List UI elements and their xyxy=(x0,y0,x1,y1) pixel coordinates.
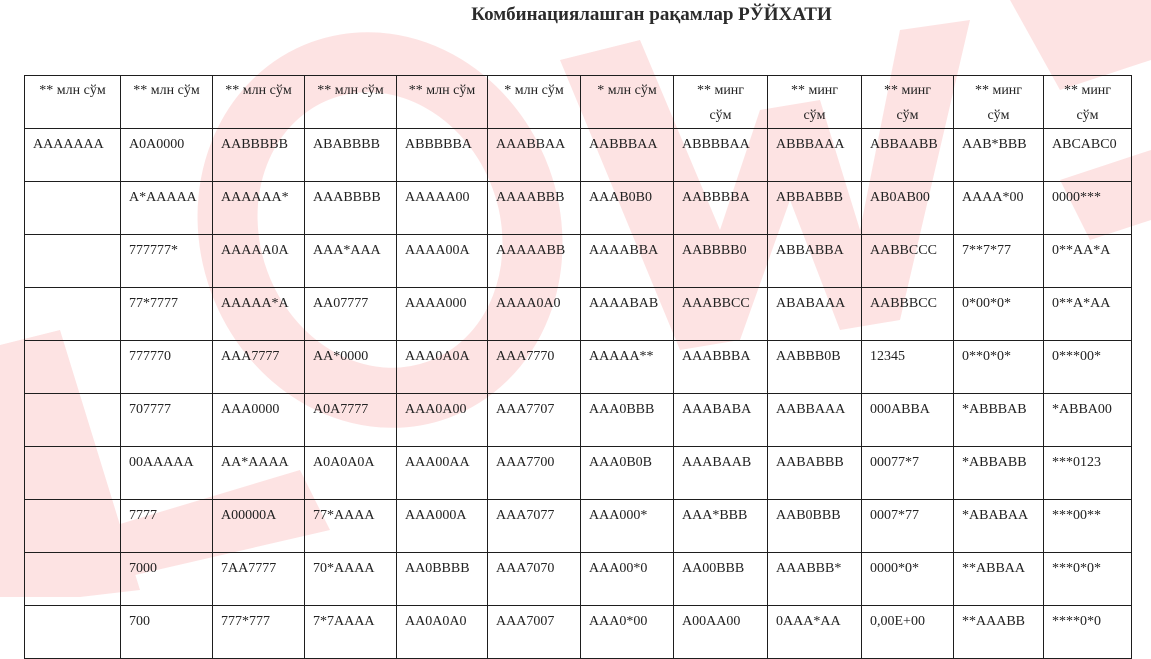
column-header-line: ** млн сўм xyxy=(39,83,106,98)
column-header-line: ** млн сўм xyxy=(133,83,200,98)
table-cell: ABABAAA xyxy=(768,288,862,341)
table-cell: AAABBB* xyxy=(768,553,862,606)
table-cell: AA07777 xyxy=(305,288,397,341)
table-cell: AAAA*00 xyxy=(954,182,1044,235)
table-cell: 777*777 xyxy=(213,606,305,659)
table-cell: A0A7777 xyxy=(305,394,397,447)
table-cell: 00AAAAA xyxy=(121,447,213,500)
table-row xyxy=(25,235,1132,288)
column-header-line: сўм xyxy=(896,108,919,123)
table-cell: AAA000* xyxy=(581,500,674,553)
table-cell xyxy=(25,553,121,606)
table-cell xyxy=(25,235,121,288)
table-cell xyxy=(25,500,121,553)
table-row xyxy=(25,500,1132,553)
table-cell: ABBABBA xyxy=(768,235,862,288)
table-cell: ABBAABB xyxy=(862,129,954,182)
table-cell: AAAA00A xyxy=(397,235,488,288)
table-cell: A0A0A0A xyxy=(305,447,397,500)
table-cell: AAA7700 xyxy=(488,447,581,500)
column-header xyxy=(397,76,488,129)
table-cell: ABABBBB xyxy=(305,129,397,182)
table-cell: AA00BBB xyxy=(674,553,768,606)
table-cell: 0*00*0* xyxy=(954,288,1044,341)
table-cell: 0AAA*AA xyxy=(768,606,862,659)
table-cell: A00000A xyxy=(213,500,305,553)
table-cell: AA*0000 xyxy=(305,341,397,394)
table-cell: AAAA0A0 xyxy=(488,288,581,341)
table-cell: 0007*77 xyxy=(862,500,954,553)
column-header xyxy=(862,76,954,129)
table-cell xyxy=(25,394,121,447)
table-cell: AAA7070 xyxy=(488,553,581,606)
table-cell: AABBCCC xyxy=(862,235,954,288)
table-cell: 777777* xyxy=(121,235,213,288)
table-cell: AAAAA** xyxy=(581,341,674,394)
table-cell: 707777 xyxy=(121,394,213,447)
table-cell: ABBABBB xyxy=(768,182,862,235)
table-cell: AAA*AAA xyxy=(305,235,397,288)
table-cell: AAA0*00 xyxy=(581,606,674,659)
table-cell: AAAABBB xyxy=(488,182,581,235)
table-cell: *ABBA00 xyxy=(1044,394,1132,447)
table-cell: AAABBCC xyxy=(674,288,768,341)
table-cell: *ABBABB xyxy=(954,447,1044,500)
table-cell: 7*7AAAA xyxy=(305,606,397,659)
column-header xyxy=(121,76,213,129)
table-cell: ***0123 xyxy=(1044,447,1132,500)
header-row xyxy=(25,76,1132,129)
column-header-line: ** минг xyxy=(790,83,839,98)
page-title: Комбинациялашган рақамлар РЎЙХАТИ xyxy=(471,4,832,25)
table-cell: A0A0000 xyxy=(121,129,213,182)
table-cell: 70*AAAA xyxy=(305,553,397,606)
table-cell: ***0*0* xyxy=(1044,553,1132,606)
table-cell: AAABAAB xyxy=(674,447,768,500)
table-cell: **ABBAA xyxy=(954,553,1044,606)
table-cell: AAAAA00 xyxy=(397,182,488,235)
column-header-line: * млн сўм xyxy=(597,83,657,98)
table-cell: ABBBBAA xyxy=(674,129,768,182)
column-header-line: * млн сўм xyxy=(504,83,564,98)
column-header-line: ** минг xyxy=(883,83,932,98)
table-cell: AAA0A00 xyxy=(397,394,488,447)
column-header-line: ** млн сўм xyxy=(225,83,292,98)
table-cell: AAABABA xyxy=(674,394,768,447)
table-cell: 00077*7 xyxy=(862,447,954,500)
table-row xyxy=(25,341,1132,394)
table-cell: AA0A0A0 xyxy=(397,606,488,659)
table-cell: AA0BBBB xyxy=(397,553,488,606)
table-header xyxy=(25,76,1132,129)
table-cell: ****0*0 xyxy=(1044,606,1132,659)
table-cell: ABBBBBA xyxy=(397,129,488,182)
table-row xyxy=(25,606,1132,659)
column-header xyxy=(1044,76,1132,129)
table-row xyxy=(25,394,1132,447)
table-body xyxy=(25,129,1132,659)
table-cell: 12345 xyxy=(862,341,954,394)
table-cell xyxy=(25,447,121,500)
column-header-line: ** минг xyxy=(1063,83,1112,98)
table-cell: AAA0A0A xyxy=(397,341,488,394)
table-cell: AABBB0B xyxy=(768,341,862,394)
column-header xyxy=(25,76,121,129)
table-cell: AAABBAA xyxy=(488,129,581,182)
table-cell: 7777 xyxy=(121,500,213,553)
table-cell: A*AAAAA xyxy=(121,182,213,235)
table-row xyxy=(25,129,1132,182)
column-header xyxy=(213,76,305,129)
table-cell: AAAAAAA xyxy=(25,129,121,182)
table-cell: 0,00E+00 xyxy=(862,606,954,659)
table-cell xyxy=(25,606,121,659)
table-cell: AAA7777 xyxy=(213,341,305,394)
table-cell: 7AA7777 xyxy=(213,553,305,606)
table-cell: *ABBBAB xyxy=(954,394,1044,447)
table-cell: AABBAAA xyxy=(768,394,862,447)
table-cell: AAA0B0B xyxy=(581,447,674,500)
table-cell: AABABBB xyxy=(768,447,862,500)
table-row xyxy=(25,288,1132,341)
table-cell: AAAABBA xyxy=(581,235,674,288)
column-header xyxy=(581,76,674,129)
table-cell: 7**7*77 xyxy=(954,235,1044,288)
column-header xyxy=(305,76,397,129)
column-header-line: сўм xyxy=(987,108,1010,123)
table-cell: 0**0*0* xyxy=(954,341,1044,394)
table-cell: AAA7770 xyxy=(488,341,581,394)
table-cell: 77*7777 xyxy=(121,288,213,341)
column-header-line: ** минг xyxy=(974,83,1023,98)
table-cell: 700 xyxy=(121,606,213,659)
column-header xyxy=(768,76,862,129)
table-cell: AABBBAA xyxy=(581,129,674,182)
table-cell: 0000*0* xyxy=(862,553,954,606)
column-header-line: ** минг xyxy=(696,83,745,98)
table-cell: AAAAABB xyxy=(488,235,581,288)
table-cell: AAA7077 xyxy=(488,500,581,553)
table-cell: A00AA00 xyxy=(674,606,768,659)
table-cell: AAAAA0A xyxy=(213,235,305,288)
combinations-table xyxy=(24,75,1132,659)
table-cell: AABBBCC xyxy=(862,288,954,341)
table-cell: AAABBBA xyxy=(674,341,768,394)
table-cell xyxy=(25,182,121,235)
table-row xyxy=(25,553,1132,606)
table-cell: 000ABBA xyxy=(862,394,954,447)
table-cell: AAAB0B0 xyxy=(581,182,674,235)
table-cell: AAA7707 xyxy=(488,394,581,447)
table-cell: AB0AB00 xyxy=(862,182,954,235)
table-cell: 0000*** xyxy=(1044,182,1132,235)
table-cell: AAA00AA xyxy=(397,447,488,500)
table-cell: AAABBBB xyxy=(305,182,397,235)
table-cell: AABBBBB xyxy=(213,129,305,182)
table-cell: AAAAAA* xyxy=(213,182,305,235)
table-cell: AAA7007 xyxy=(488,606,581,659)
table-row xyxy=(25,182,1132,235)
table-cell: AAA0000 xyxy=(213,394,305,447)
table-cell: 77*AAAA xyxy=(305,500,397,553)
column-header-line: сўм xyxy=(1076,108,1099,123)
column-header-line: ** млн сўм xyxy=(408,83,476,98)
table-cell: 0**A*AA xyxy=(1044,288,1132,341)
column-header-line: ** млн сўм xyxy=(317,83,384,98)
table-cell xyxy=(25,288,121,341)
table-cell: AA*AAAA xyxy=(213,447,305,500)
column-header xyxy=(674,76,768,129)
table-cell: AAB0BBB xyxy=(768,500,862,553)
table-cell: AAAAA*A xyxy=(213,288,305,341)
column-header xyxy=(488,76,581,129)
table-row xyxy=(25,447,1132,500)
table-cell: AAA00*0 xyxy=(581,553,674,606)
table-cell: 0**AA*A xyxy=(1044,235,1132,288)
table-cell: ABBBAAA xyxy=(768,129,862,182)
table-cell: ***00** xyxy=(1044,500,1132,553)
table-cell: 7000 xyxy=(121,553,213,606)
table-cell: 777770 xyxy=(121,341,213,394)
table-cell: AABBBBA xyxy=(674,182,768,235)
table-cell: *ABABAA xyxy=(954,500,1044,553)
table-cell: AABBBB0 xyxy=(674,235,768,288)
column-header xyxy=(954,76,1044,129)
table-cell: AAA000A xyxy=(397,500,488,553)
table-cell: AAA*BBB xyxy=(674,500,768,553)
column-header-line: сўм xyxy=(709,108,732,123)
table-cell: 0***00* xyxy=(1044,341,1132,394)
table-cell: ABCABC0 xyxy=(1044,129,1132,182)
column-header-line: сўм xyxy=(803,108,826,123)
table-cell xyxy=(25,341,121,394)
table-cell: AAB*BBB xyxy=(954,129,1044,182)
table-cell: AAAA000 xyxy=(397,288,488,341)
table-cell: AAA0BBB xyxy=(581,394,674,447)
table-cell: **AAABB xyxy=(954,606,1044,659)
table-cell: AAAABAB xyxy=(581,288,674,341)
